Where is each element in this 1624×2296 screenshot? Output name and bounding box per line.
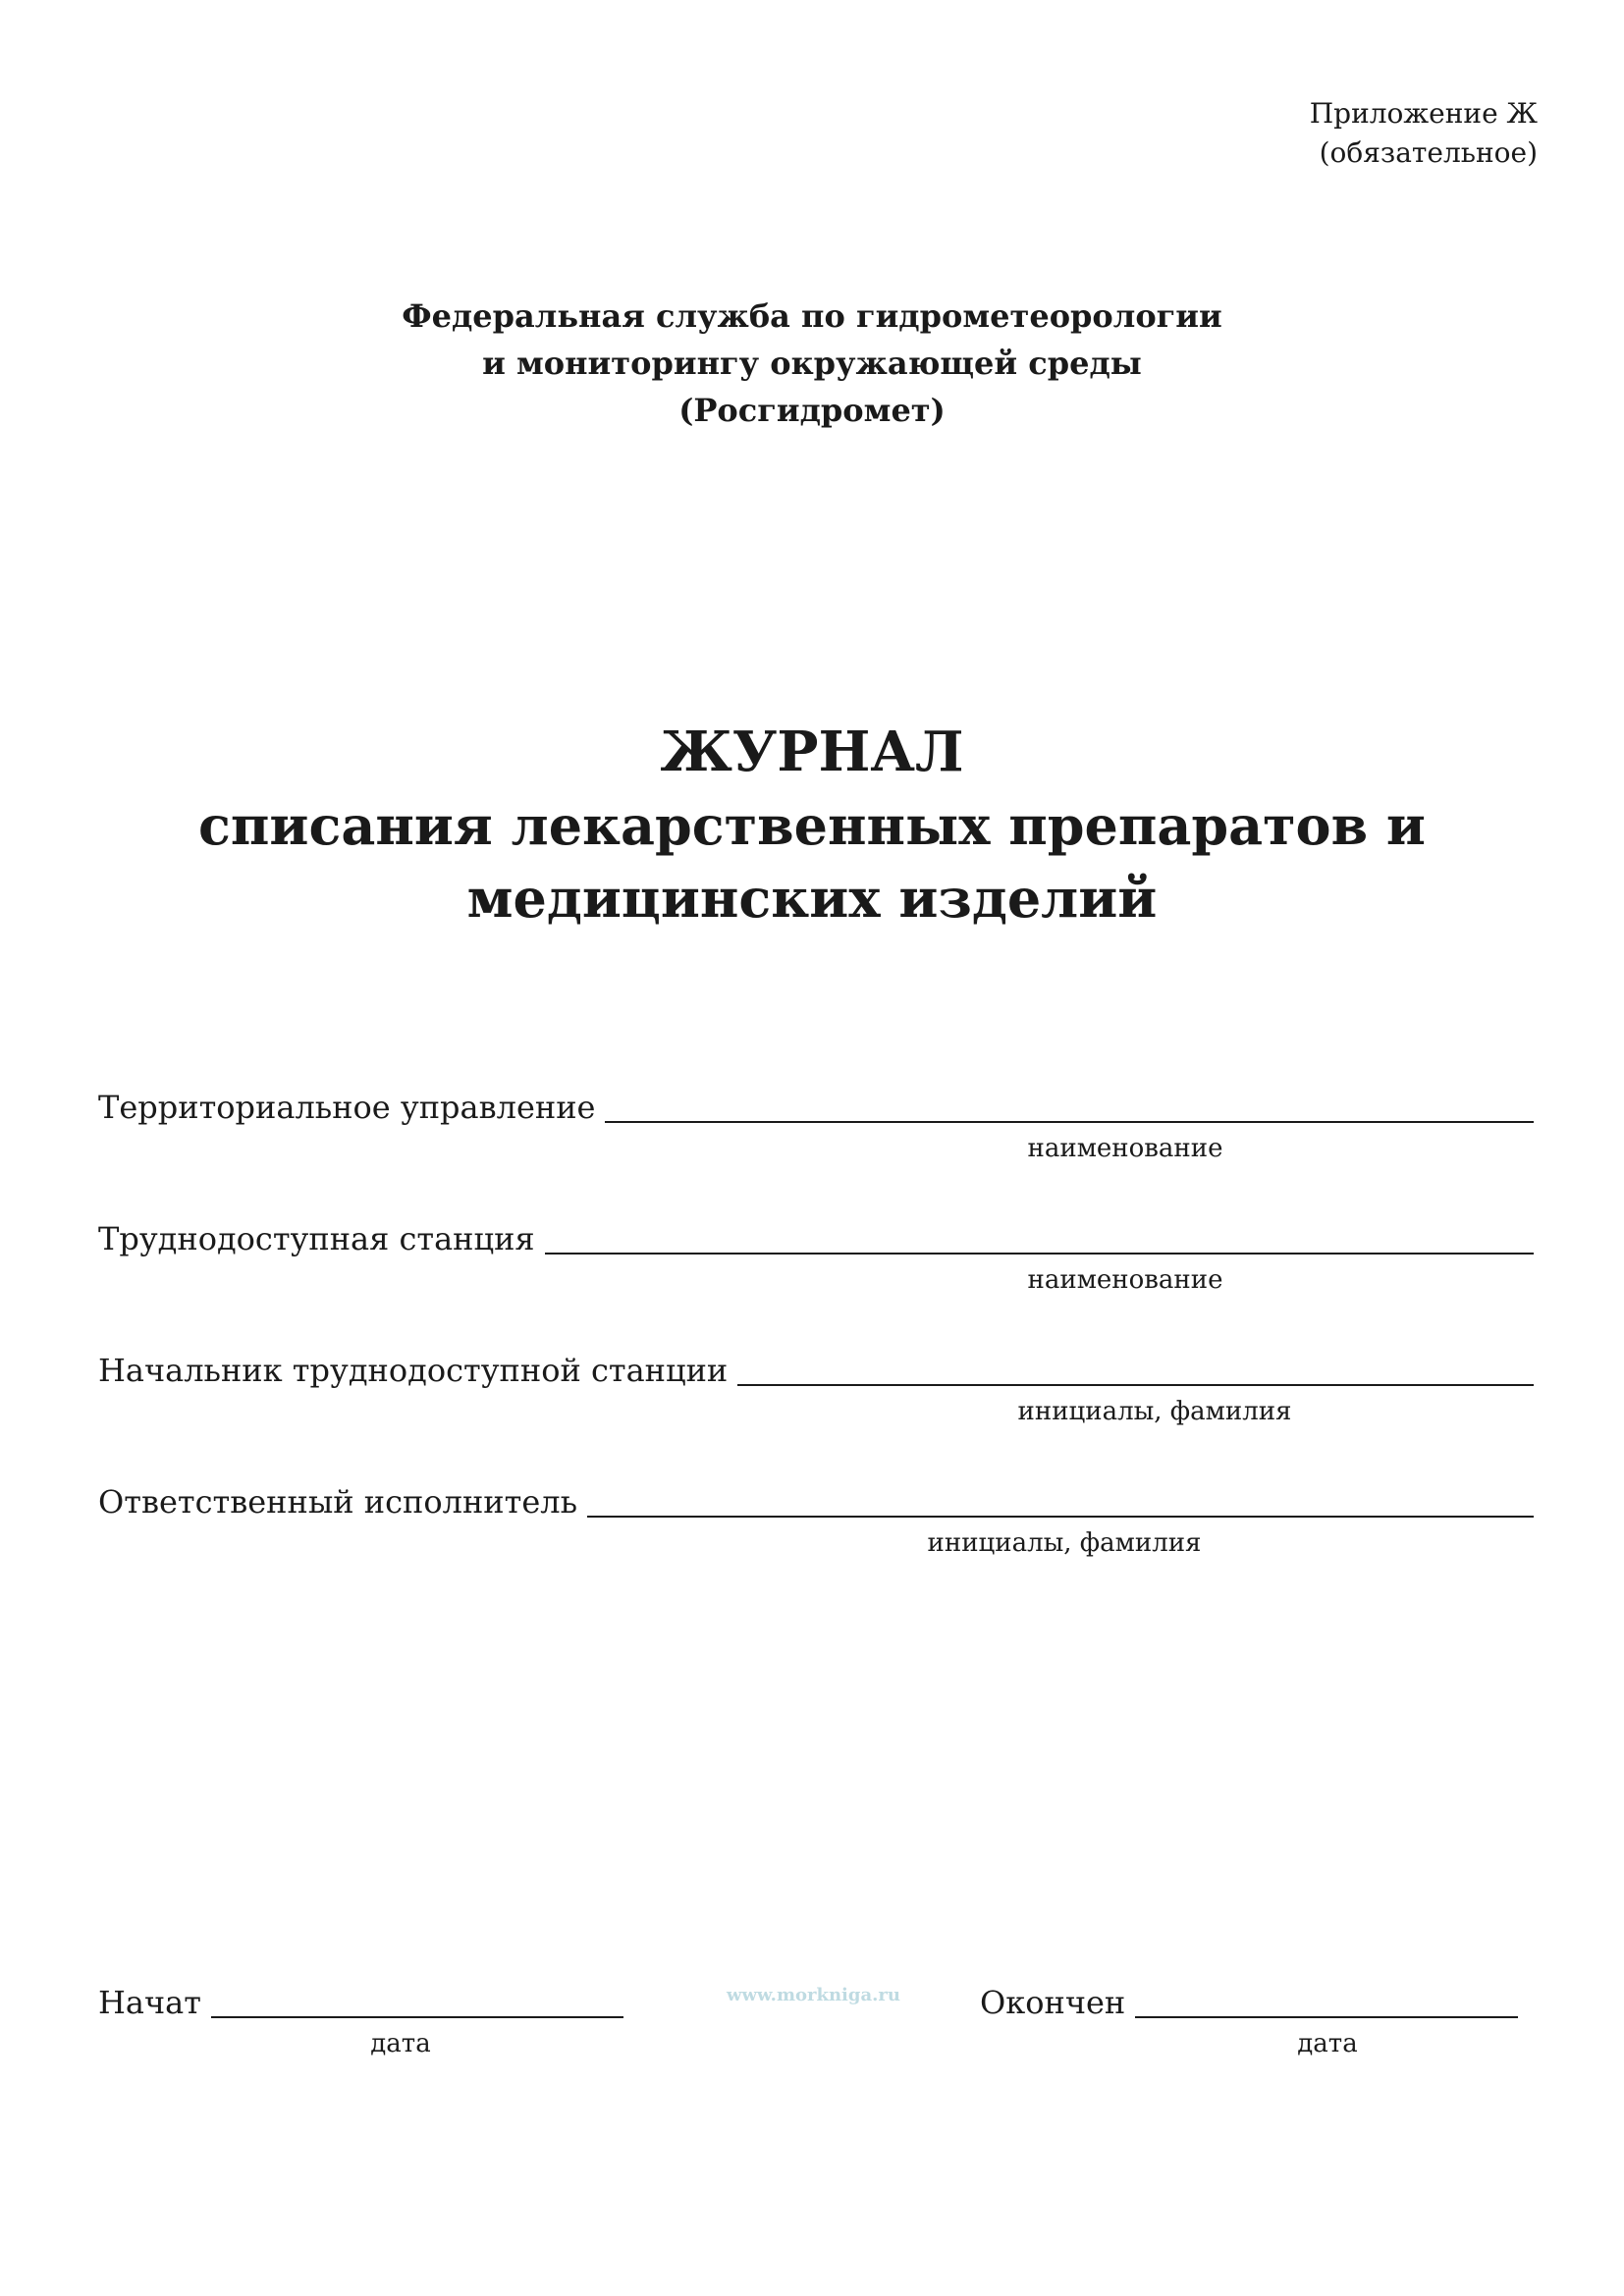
- field-territorial-office: [98, 1084, 1534, 1163]
- organization-line-2: и мониторингу окружающей среды: [482, 345, 1142, 382]
- end-date-label: Окончен: [980, 1984, 1126, 2021]
- end-date-hint: дата: [1297, 2029, 1358, 2058]
- start-date-line[interactable]: [211, 1987, 623, 2018]
- field-end-date: [980, 1979, 1518, 2022]
- field-remote-station: [98, 1215, 1534, 1295]
- field-label: Территориальное управление: [98, 1089, 596, 1126]
- field-station-chief: [98, 1347, 1534, 1426]
- fill-in-line[interactable]: [545, 1223, 1534, 1255]
- field-hint: инициалы, фамилия: [927, 1528, 1202, 1558]
- start-date-hint: дата: [370, 2029, 431, 2058]
- fill-in-line[interactable]: [605, 1092, 1534, 1123]
- field-start-date: [98, 1979, 623, 2022]
- end-date-line[interactable]: [1135, 1987, 1518, 2018]
- journal-subtitle-line-1: списания лекарственных препаратов и: [198, 794, 1426, 857]
- field-label: Ответственный исполнитель: [98, 1483, 578, 1521]
- field-hint: наименование: [1027, 1265, 1223, 1295]
- organization-line-3: (Росгидромет): [678, 392, 946, 429]
- start-date-label: Начат: [98, 1984, 201, 2021]
- journal-title-block: [0, 715, 1624, 934]
- journal-title: ЖУРНАЛ: [660, 720, 964, 784]
- watermark: www.morkniga.ru: [727, 1985, 900, 2005]
- appendix-label: [1310, 94, 1538, 173]
- field-label: Начальник труднодоступной станции: [98, 1352, 729, 1389]
- fill-in-line[interactable]: [587, 1486, 1534, 1518]
- fill-in-line[interactable]: [737, 1355, 1534, 1386]
- organization-line-1: Федеральная служба по гидрометеорологии: [402, 297, 1222, 335]
- journal-subtitle-line-2: медицинских изделий: [466, 867, 1158, 930]
- field-hint: наименование: [1027, 1134, 1223, 1163]
- appendix-title: Приложение Ж: [1309, 97, 1538, 130]
- field-responsible-executor: [98, 1478, 1534, 1558]
- organization-header: [0, 293, 1624, 434]
- field-label: Труднодоступная станция: [98, 1220, 535, 1257]
- field-hint: инициалы, фамилия: [1017, 1397, 1292, 1426]
- appendix-status: (обязательное): [1319, 136, 1538, 169]
